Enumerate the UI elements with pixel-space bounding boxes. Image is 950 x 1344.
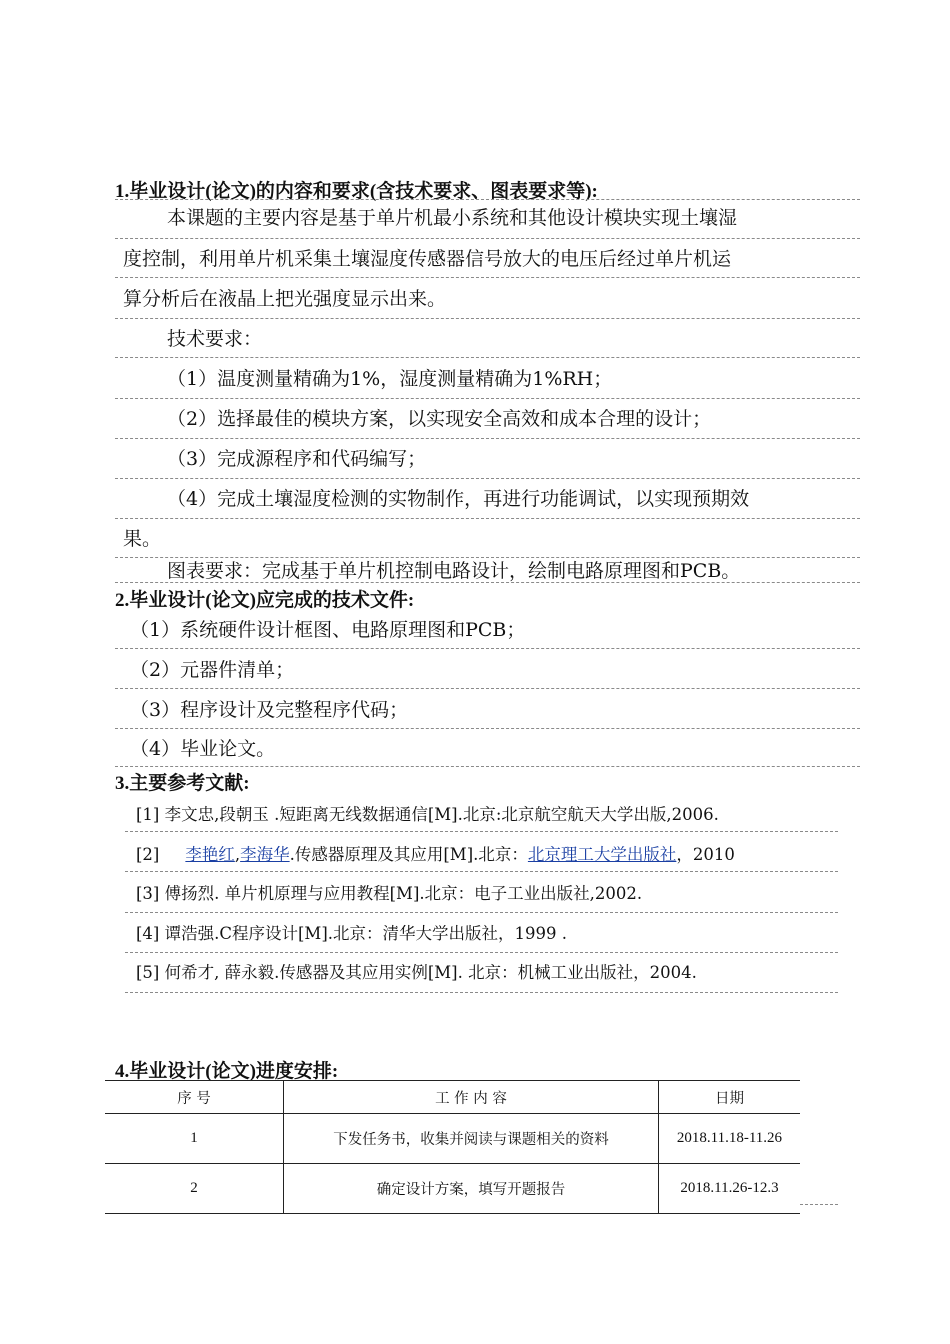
row-no: 2 — [105, 1164, 284, 1214]
table-header-row — [105, 1081, 800, 1114]
requirement-3: （3）完成源程序和代码编写； — [167, 448, 427, 470]
chart-requirement: 图表要求：完成基于单片机控制电路设计，绘制电路原理图和PCB。 — [167, 560, 741, 582]
column-header-no: 序 号 — [105, 1081, 284, 1114]
intro-line-2: 度控制，利用单片机采集土壤湿度传感器信号放大的电压后经过单片机运 — [123, 248, 732, 270]
dash-rule — [115, 199, 860, 200]
dash-rule — [115, 478, 860, 479]
column-header-date: 日期 — [659, 1081, 801, 1114]
requirement-4-cont: 果。 — [123, 528, 162, 550]
reference-2 — [136, 843, 735, 867]
dash-rule — [115, 357, 860, 358]
dash-rule — [115, 438, 860, 439]
author-link-li-yanhong[interactable]: 李艳红 — [185, 845, 235, 864]
section1-heading: 1.毕业设计(论文)的内容和要求(含技术要求、图表要求等): — [115, 181, 598, 202]
reference-2-year: ，2010 — [676, 845, 735, 864]
dash-rule — [115, 728, 860, 729]
dash-rule — [115, 238, 860, 239]
dash-rule — [115, 582, 860, 583]
intro-line-3: 算分析后在液晶上把光强度显示出来。 — [123, 288, 447, 310]
column-header-content: 工 作 内 容 — [284, 1081, 659, 1114]
tech-file-2: （2）元器件清单； — [130, 659, 295, 681]
author-link-li-haihua[interactable]: 李海华 — [240, 845, 290, 864]
row-date: 2018.11.26-12.3 — [659, 1164, 801, 1214]
intro-line-1: 本课题的主要内容是基于单片机最小系统和其他设计模块实现土壤湿 — [167, 207, 738, 229]
dash-rule — [115, 277, 860, 278]
reference-4: [4] 谭浩强.C程序设计[M].北京：清华大学出版社，1999 . — [136, 924, 567, 943]
dash-rule — [125, 992, 838, 993]
row-no: 1 — [105, 1114, 284, 1164]
tech-file-1: （1）系统硬件设计框图、电路原理图和PCB； — [130, 619, 526, 641]
table-row — [105, 1114, 800, 1164]
reference-2-num: [2] — [136, 845, 160, 864]
schedule-table — [105, 1080, 800, 1214]
requirement-4: （4）完成土壤湿度检测的实物制作，再进行功能调试，以实现预期效 — [167, 488, 750, 510]
reference-3: [3] 傅扬烈. 单片机原理与应用教程[M].北京：电子工业出版社,2002. — [136, 884, 643, 903]
reference-5: [5] 何希才, 薛永毅.传感器及其应用实例[M]. 北京：机械工业出版社，2004. — [136, 963, 697, 982]
dash-rule — [125, 952, 838, 953]
tech-file-4: （4）毕业论文。 — [130, 738, 276, 760]
dash-rule — [115, 688, 860, 689]
dash-rule — [800, 1204, 838, 1205]
dash-rule — [125, 912, 838, 913]
tech-file-3: （3）程序设计及完整程序代码； — [130, 699, 409, 721]
table-row — [105, 1164, 800, 1214]
dash-rule — [115, 766, 860, 767]
requirement-2: （2）选择最佳的模块方案，以实现安全高效和成本合理的设计； — [167, 408, 712, 430]
row-date: 2018.11.18-11.26 — [659, 1114, 801, 1164]
tech-label: 技术要求： — [167, 328, 263, 350]
dash-rule — [125, 871, 838, 872]
requirement-1: （1）温度测量精确为1%，湿度测量精确为1%RH； — [167, 368, 613, 390]
row-content: 下发任务书，收集并阅读与课题相关的资料 — [284, 1114, 659, 1164]
section2-heading: 2.毕业设计(论文)应完成的技术文件: — [115, 590, 415, 611]
dash-rule — [125, 831, 838, 832]
section4-heading: 4.毕业设计(论文)进度安排: — [115, 1061, 339, 1082]
row-content: 确定设计方案，填写开题报告 — [284, 1164, 659, 1214]
dash-rule — [115, 648, 860, 649]
reference-1: [1] 李文忠,段朝玉 .短距离无线数据通信[M].北京:北京航空航天大学出版,2006. — [136, 805, 719, 824]
dash-rule — [115, 398, 860, 399]
dash-rule — [115, 557, 860, 558]
publisher-link[interactable]: 北京理工大学出版社 — [527, 845, 677, 864]
reference-2-sep: , — [234, 845, 241, 864]
section3-heading: 3.主要参考文献: — [115, 773, 250, 794]
dash-rule — [115, 318, 860, 319]
reference-2-title: .传感器原理及其应用[M].北京： — [289, 845, 528, 864]
dash-rule — [115, 518, 860, 519]
